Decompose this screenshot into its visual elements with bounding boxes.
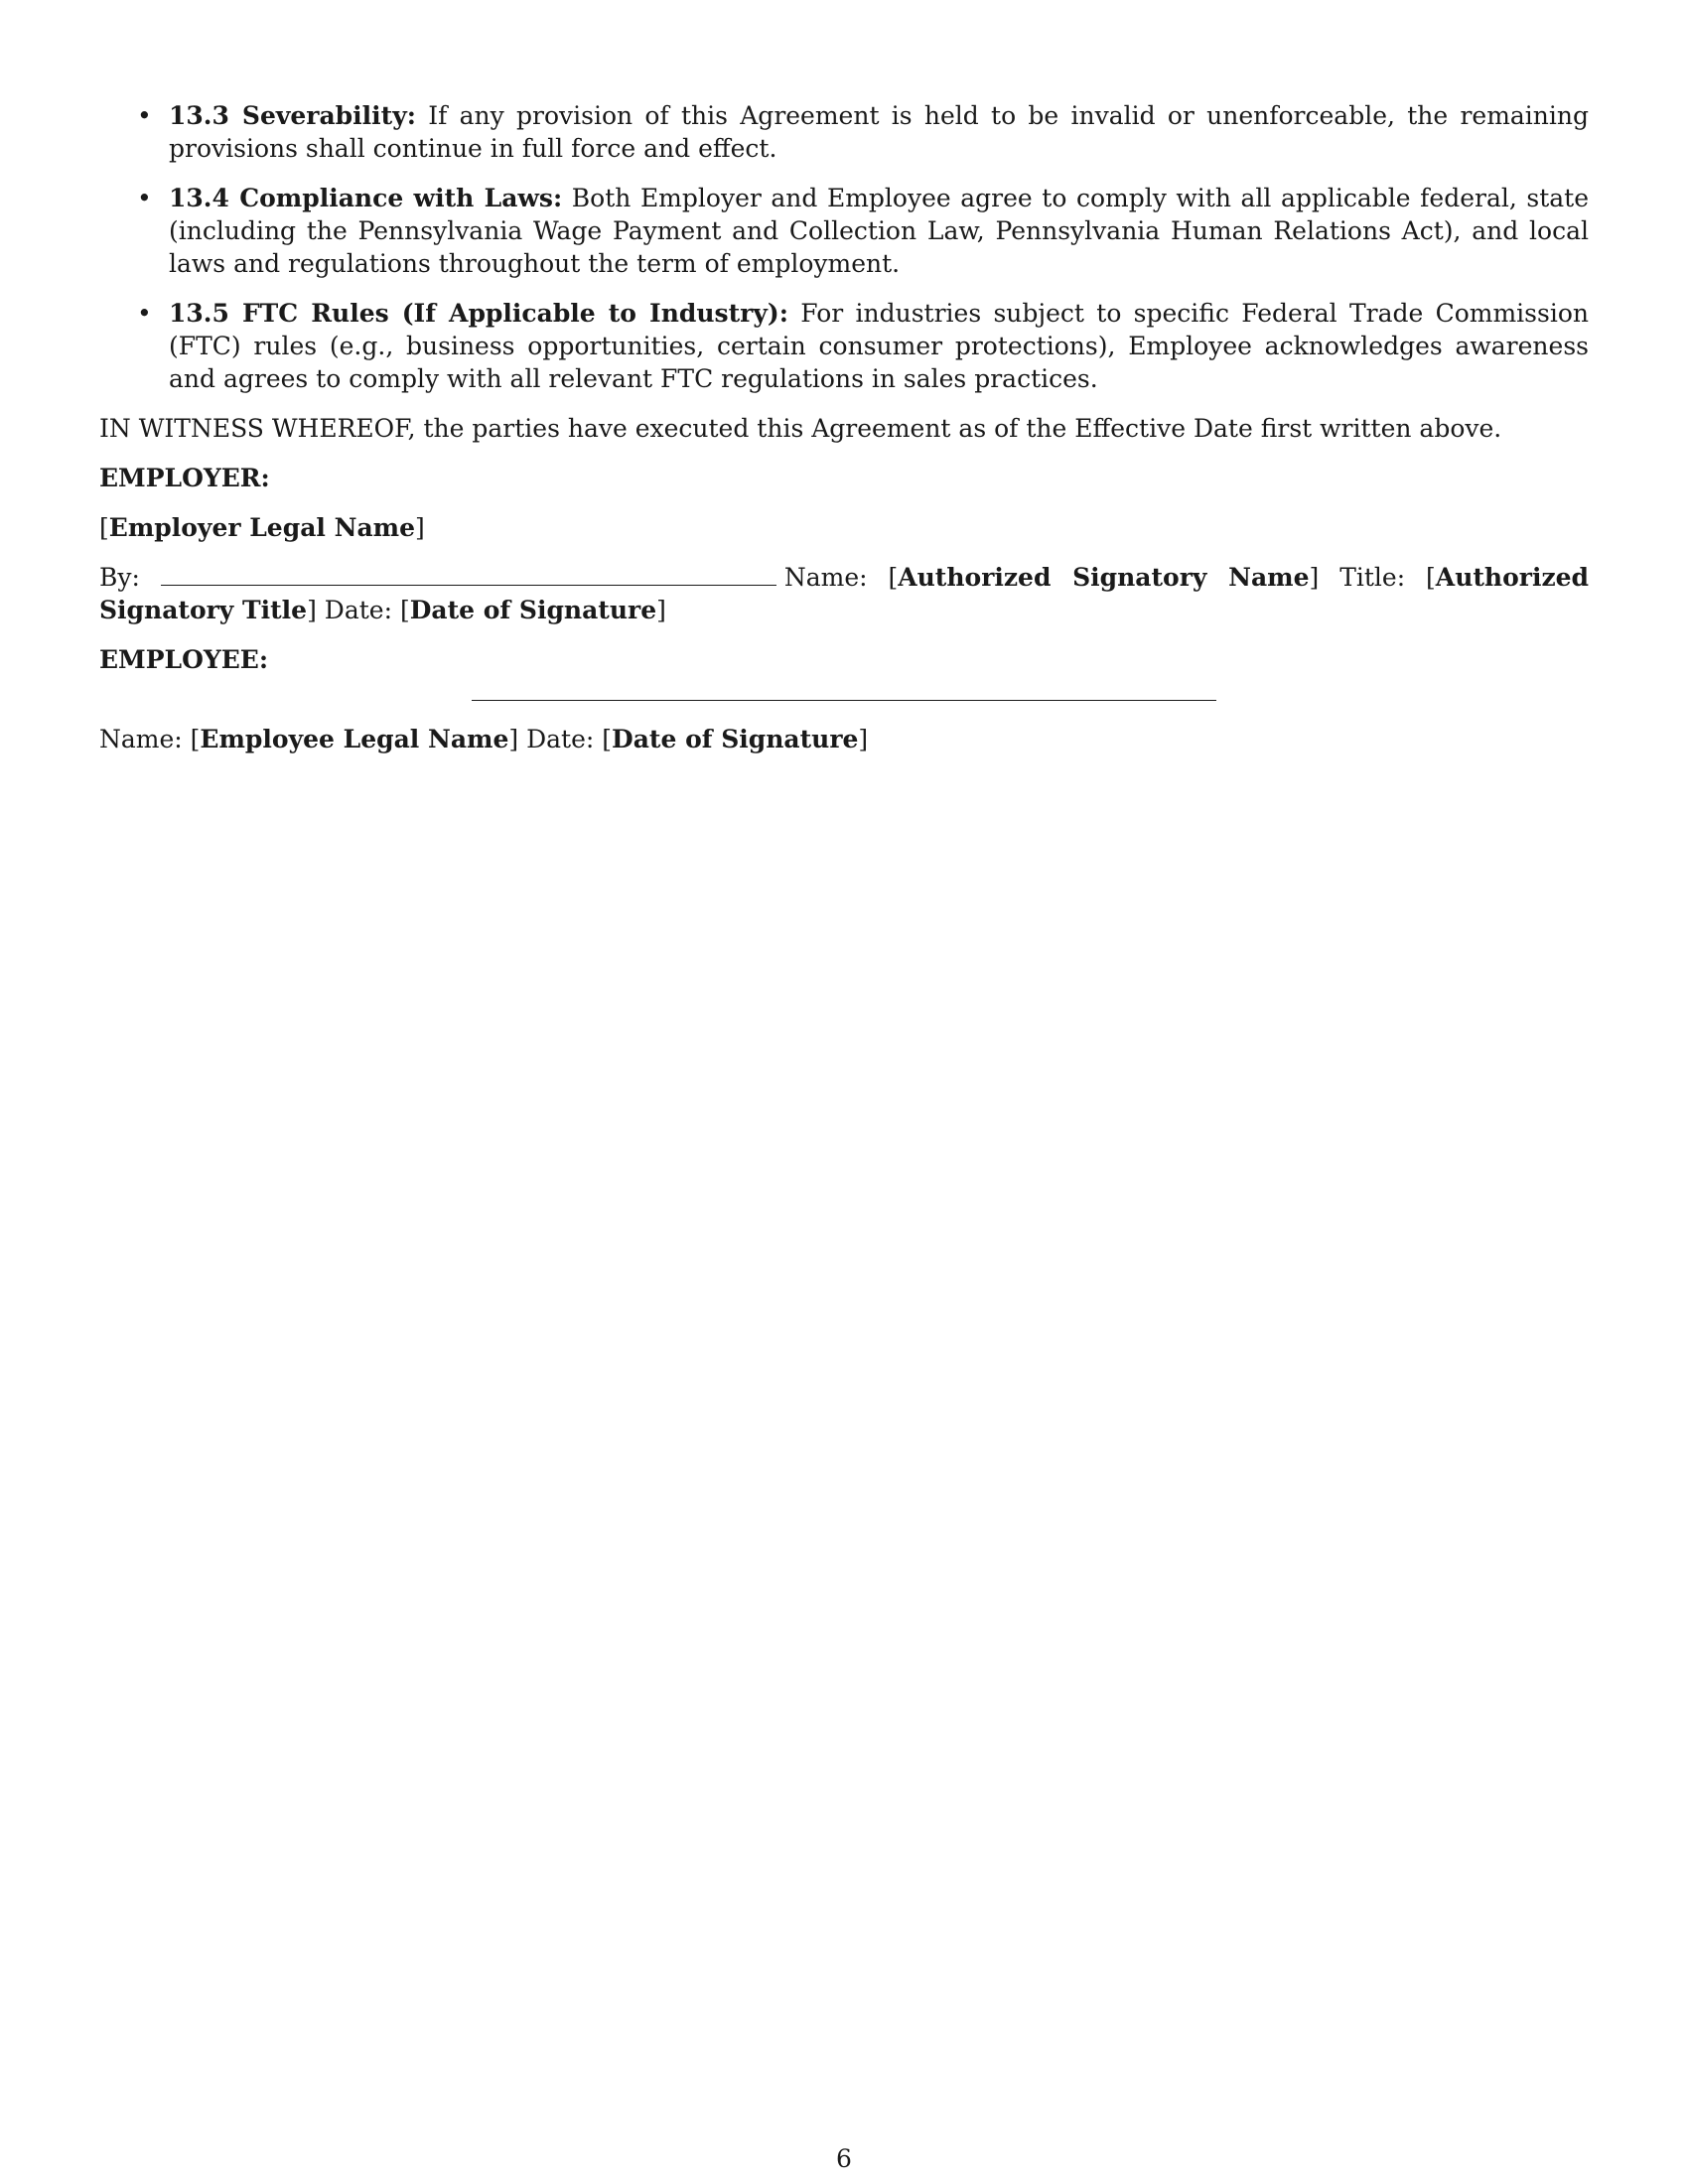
- title-label: Title:: [1339, 563, 1406, 592]
- name-label: Name:: [99, 725, 183, 753]
- employer-signature-line[interactable]: [161, 563, 776, 586]
- clause-text: Both Employer and Employee agree to comply with all applicable federal, state (including the Pennsylvania Wage Payment and Collection Law, Pennsylvania Human Relations Act), and local laws and regulations throughout the term of employment.: [169, 184, 1589, 278]
- employer-heading: EMPLOYER:: [99, 464, 270, 492]
- witness-statement: IN WITNESS WHEREOF, the parties have executed this Agreement as of the Effective Date first written above.: [99, 414, 1502, 443]
- clause-item: [99, 297, 1589, 395]
- date-label: Date:: [526, 725, 595, 753]
- employee-legal-name: Employee Legal Name: [200, 725, 509, 753]
- employee-signature-line[interactable]: [472, 690, 1216, 701]
- clause-heading: 13.4 Compliance with Laws:: [169, 184, 563, 212]
- clause-item: [99, 99, 1589, 165]
- employee-signature-date: Date of Signature: [612, 725, 859, 753]
- document-body: [99, 99, 1589, 755]
- clause-heading: 13.3 Severability:: [169, 101, 416, 130]
- signatory-title: Authorized Signatory Title: [99, 563, 1590, 624]
- employee-heading: EMPLOYEE:: [99, 645, 269, 674]
- clause-heading: 13.5 FTC Rules (If Applicable to Industry):: [169, 299, 788, 328]
- clause-text: For industries subject to specific Federal Trade Commission (FTC) rules (e.g., business opportunities, certain consumer protections), Employee acknowledges awareness and agrees to comply with all relevant FTC regulations in sales practices.: [169, 299, 1589, 393]
- clause-list: [99, 99, 1589, 395]
- employer-signature-date: Date of Signature: [409, 596, 657, 624]
- page-number: 6: [836, 2144, 852, 2173]
- employer-signature-block: By: Name: [Authorized Signatory Name] Title: [Authorized Signatory Title] Date: [Date of Signature]: [99, 563, 1590, 624]
- name-label: Name:: [783, 563, 868, 592]
- bullet-marker: •: [137, 101, 152, 130]
- bullet-marker: •: [137, 184, 152, 212]
- clause-text: If any provision of this Agreement is held to be invalid or unenforceable, the remaining provisions shall continue in full force and effect.: [169, 101, 1589, 163]
- bullet-marker: •: [137, 299, 152, 328]
- by-label: By:: [99, 563, 140, 592]
- date-label: Date:: [324, 596, 393, 624]
- employer-legal-name: [Employer Legal Name]: [99, 513, 425, 542]
- employee-signature-details: Name: [Employee Legal Name] Date: [Date of Signature]: [99, 725, 869, 753]
- signatory-name: Authorized Signatory Name: [898, 563, 1310, 592]
- clause-item: [99, 182, 1589, 280]
